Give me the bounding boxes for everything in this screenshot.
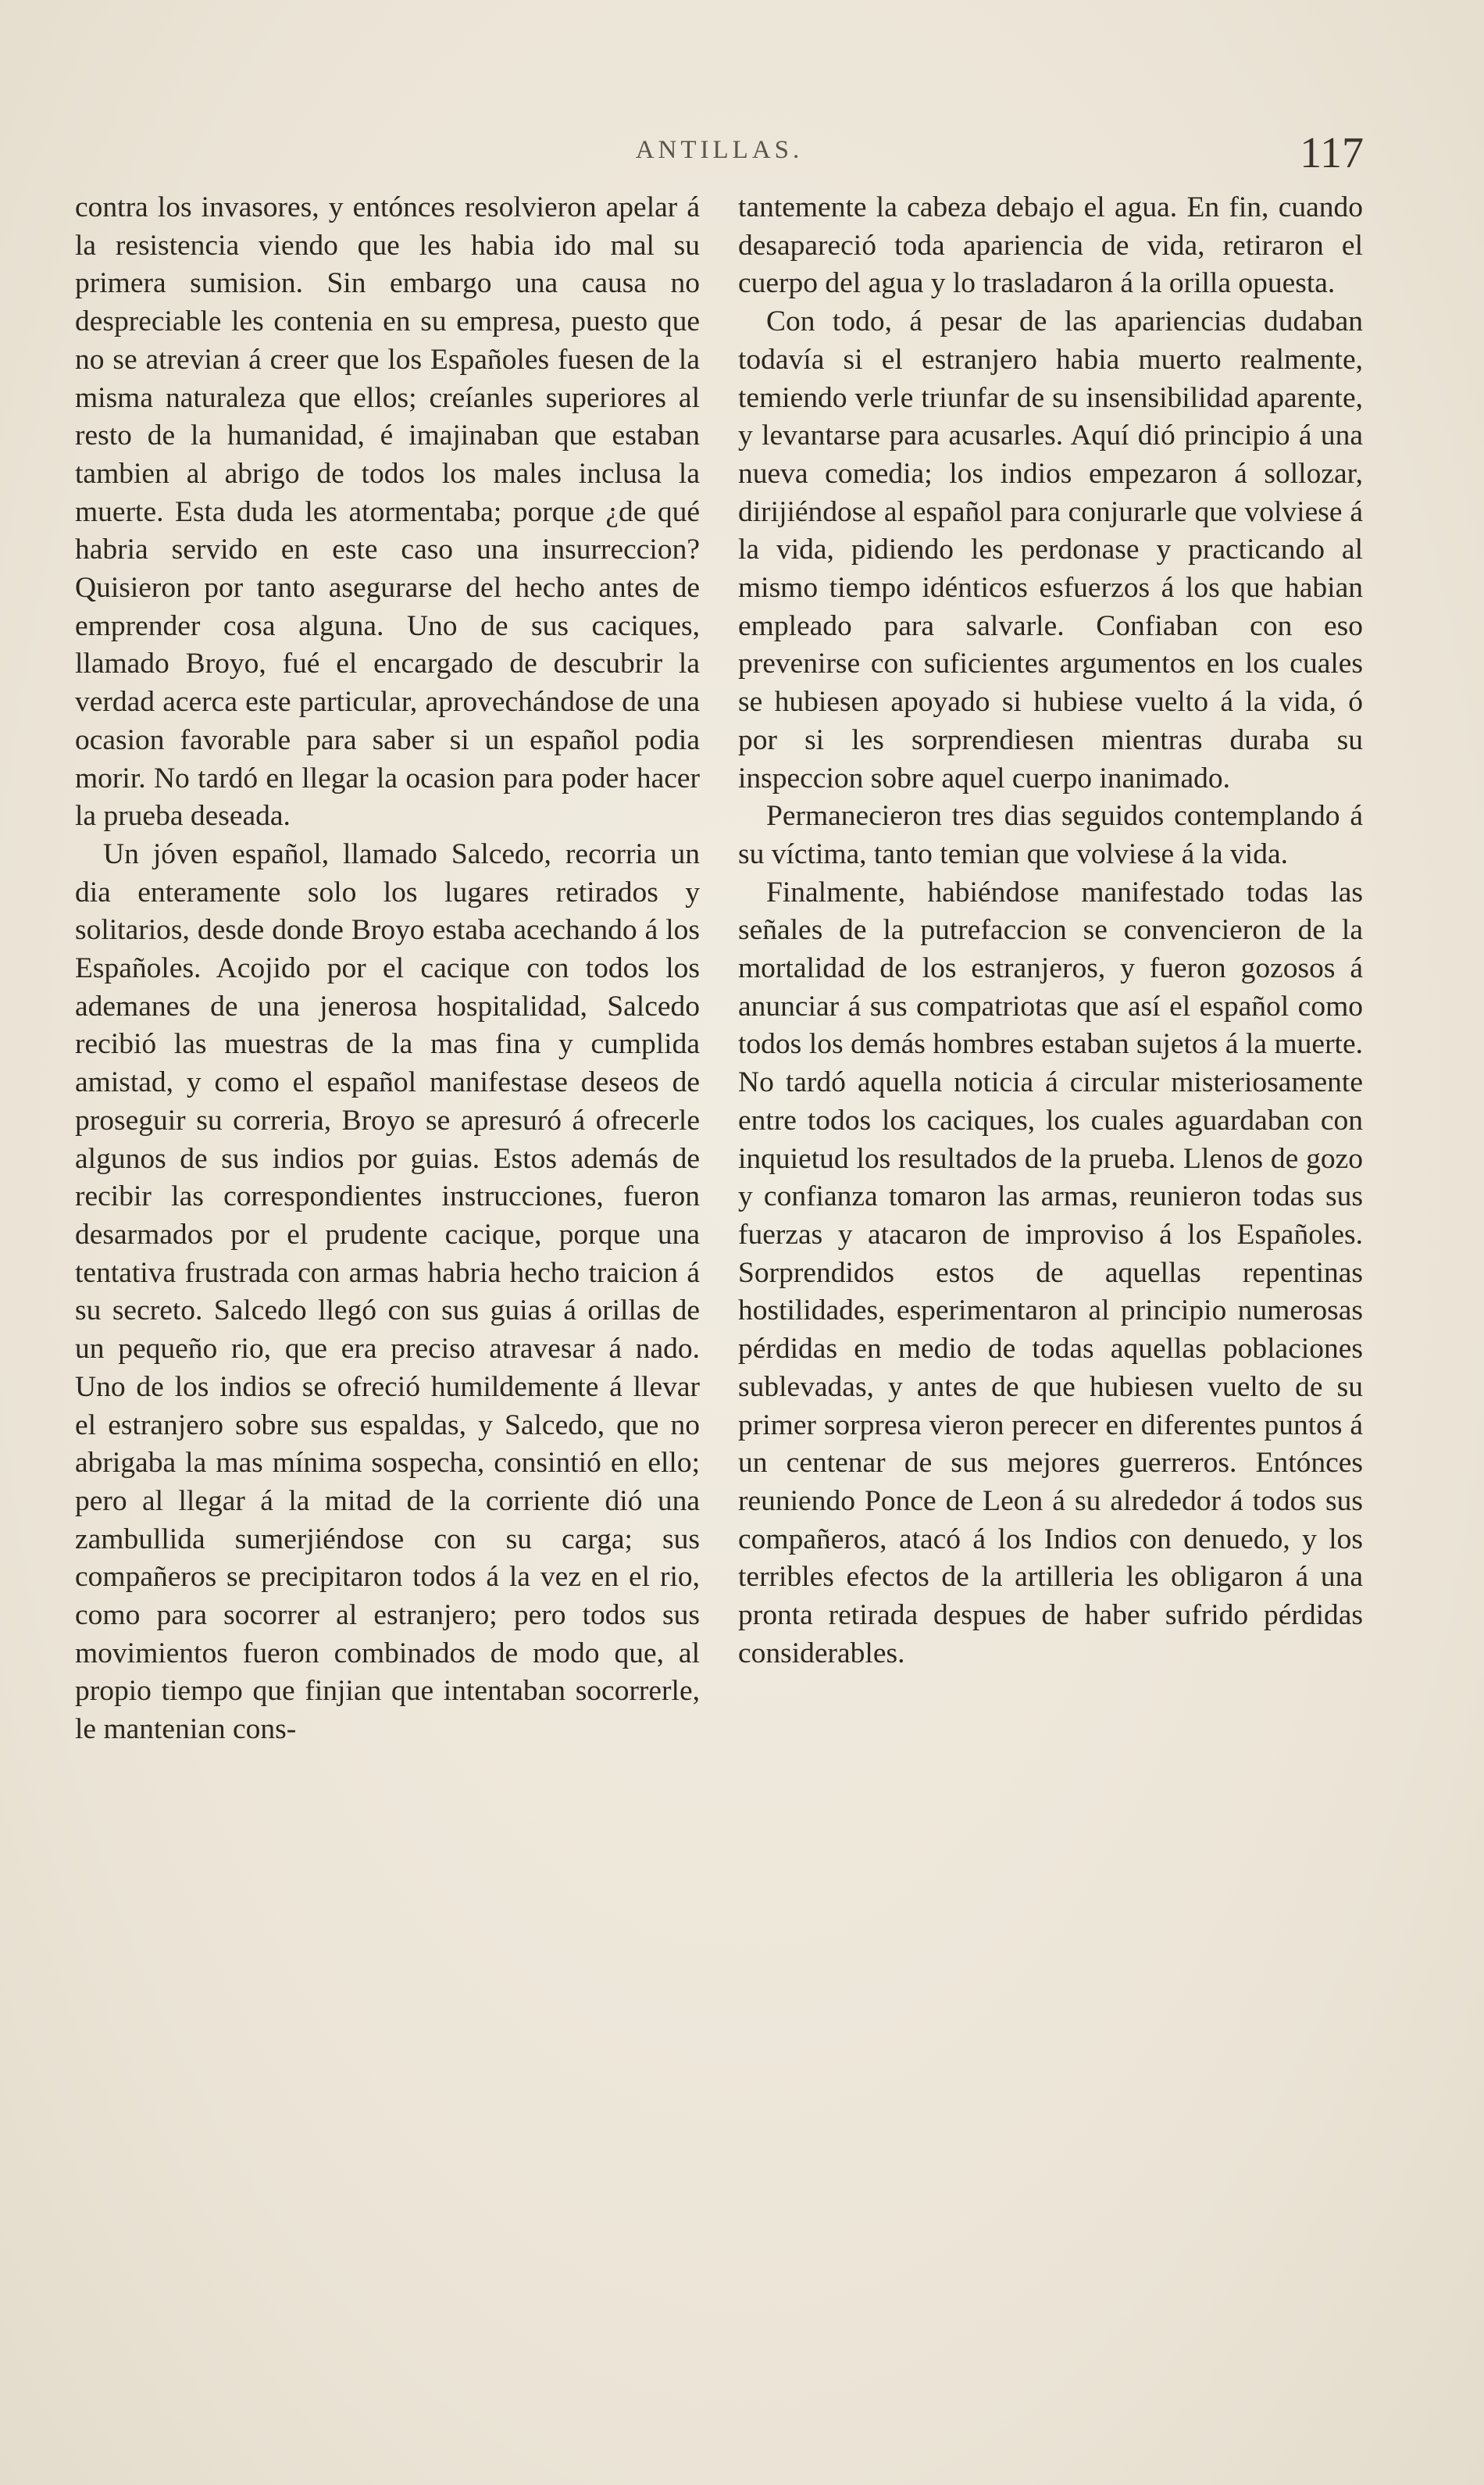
paragraph: Finalmente, habiéndose manifestado todas las señales de la putrefaccion se convencieron de la mortalidad de los estranjeros, y fueron gozosos á anunciar á sus compatriotas que así el español como todos los demás hombres estaban sujetos á la muerte. No tardó aquella noticia á circular misteriosamente entre todos los caciques, los cuales aguardaban con inquietud los resultados de la prueba. Llenos de gozo y confianza tomaron las armas, reunieron todas sus fuerzas y atacaron de improviso á los Españoles. Sorprendidos estos de aquellas repentinas hostilidades, esperimentaron al principio numerosas pérdidas en medio de todas aquellas poblaciones sublevadas, y antes de que hubiesen vuelto de su primer sorpresa vieron perecer en diferentes puntos á un centenar de sus mejores guerreros. Entónces reuniendo Ponce de Leon á su alrededor á todos sus compañeros, atacó á los Indios con denuedo, y los terribles efectos de la artilleria les obligaron á una pronta retirada despues de haber sufrido pérdidas considerables. — [738, 876, 1363, 1669]
right-column — [738, 189, 1363, 1673]
page-header — [75, 129, 1364, 180]
page-number: 117 — [1300, 129, 1364, 177]
running-head: ANTILLAS. — [635, 136, 804, 164]
left-column — [75, 189, 700, 1749]
paragraph: Con todo, á pesar de las apariencias dudaban todavía si el estranjero habia muerto realmente, temiendo verle triunfar de su insensibilidad aparente, y levantarse para acusarles. Aquí dió principio á una nueva comedia; los indios empezaron á sollozar, dirijiéndose al español para conjurarle que volviese á la vida, pidiendo les perdonase y practicando al mismo tiempo idénticos esfuerzos á los que habian empleado para salvarle. Confiaban con eso prevenirse con suficientes argumentos en los cuales se hubiesen apoyado si hubiese vuelto á la vida, ó por si les sorprendiesen mientras duraba su inspeccion sobre aquel cuerpo inanimado. — [738, 305, 1363, 794]
paragraph: Permanecieron tres dias seguidos contemplando á su víctima, tanto temian que volviese á la vida. — [738, 800, 1363, 870]
paragraph: tantemente la cabeza debajo el agua. En fin, cuando desapareció toda apariencia de vida, retiraron el cuerpo del agua y lo trasladaron á la orilla opuesta. — [738, 191, 1363, 300]
paragraph: contra los invasores, y entónces resolvieron apelar á la resistencia viendo que les habia ido mal su primera sumision. Sin embargo una causa no despreciable les contenia en su empresa, puesto que no se atrevian á creer que los Españoles fuesen de la misma naturaleza que ellos; creíanles superiores al resto de la humanidad, é imajinaban que estaban tambien al abrigo de todos los males inclusa la muerte. Esta duda les atormentaba; porque ¿de qué habria servido en este caso una insurreccion? Quisieron por tanto asegurarse del hecho antes de emprender cosa alguna. Uno de sus caciques, llamado Broyo, fué el encargado de descubrir la verdad acerca este particular, aprovechándose de una ocasion favorable para saber si un español podia morir. No tardó en llegar la ocasion para poder hacer la prueba deseada. — [75, 191, 700, 833]
paragraph: Un jóven español, llamado Salcedo, recorria un dia enteramente solo los lugares retirados y solitarios, desde donde Broyo estaba acechando á los Españoles. Acojido por el cacique con todos los ademanes de una jenerosa hospitalidad, Salcedo recibió las muestras de la mas fina y cumplida amistad, y como el español manifestase deseos de proseguir su correria, Broyo se apresuró á ofrecerle algunos de sus indios por guias. Estos además de recibir las correspondientes instrucciones, fueron desarmados por el prudente cacique, porque una tentativa frustrada con armas habria hecho traicion á su secreto. Salcedo llegó con sus guias á orillas de un pequeño rio, que era preciso atravesar á nado. Uno de los indios se ofreció humildemente á llevar el estranjero sobre sus espaldas, y Salcedo, que no abrigaba la mas mínima sospecha, consintió en ello; pero al llegar á la mitad de la corriente dió una zambullida sumerjiéndose con su carga; sus compañeros se precipitaron todos á la vez en el rio, como para socorrer al estranjero; pero todos sus movimientos fueron combinados de modo que, al propio tiempo que finjian que intentaban socorrerle, le mantenian cons- — [75, 837, 700, 1746]
